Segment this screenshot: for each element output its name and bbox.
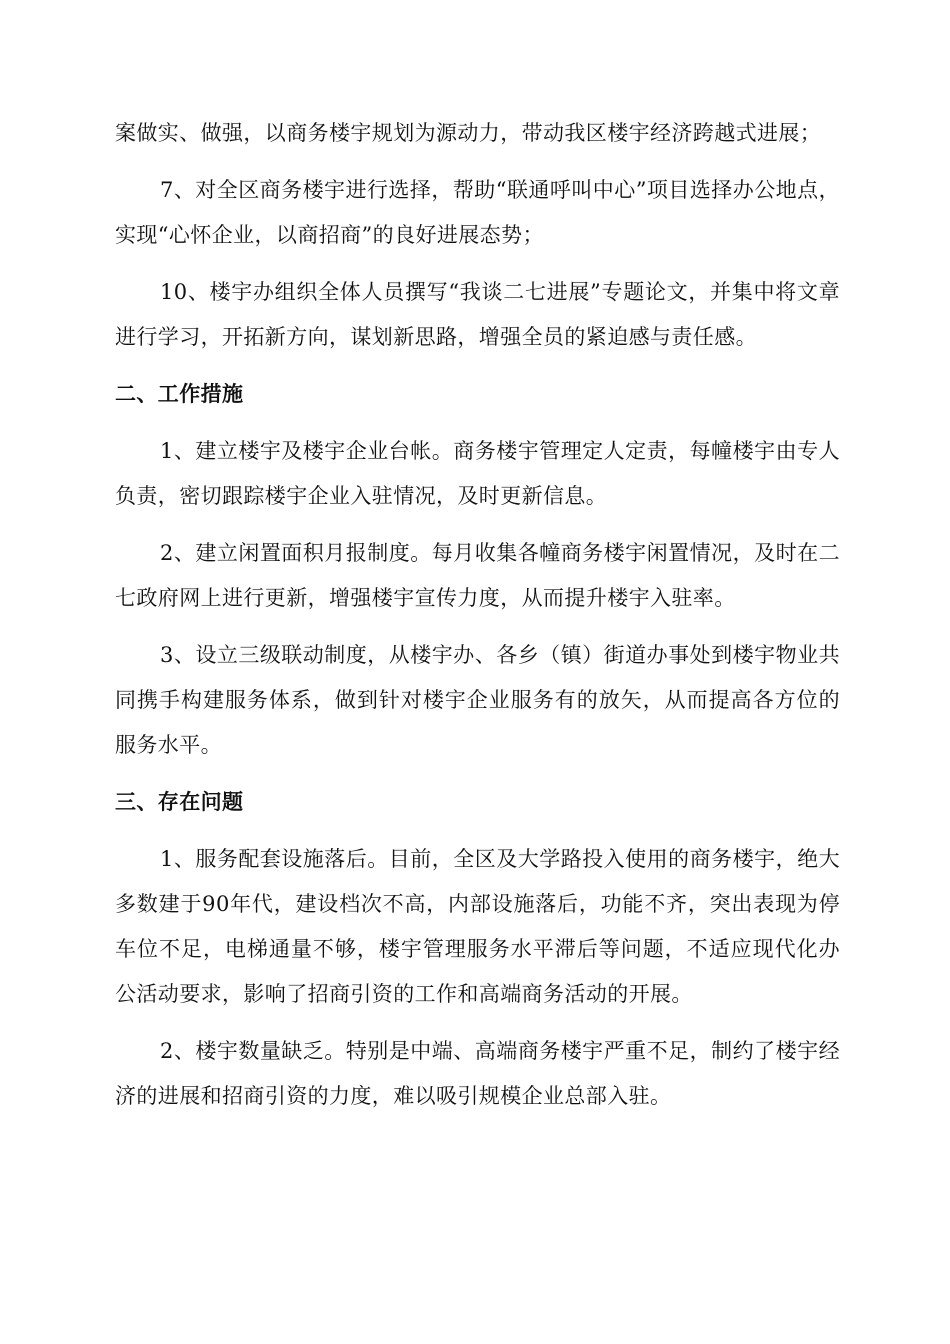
section-heading-work-measures: 二、工作措施 <box>115 382 244 406</box>
problem-item-1: 1、服务配套设施落后。目前，全区及大学路投入使用的商务楼宇，绝大多数建于90年代，建设档次不高，内部设施落后，功能不齐，突出表现为停车位不足，电梯通量不够，楼宇管理服务水平滞后等问题，不适应现代化办公活动要求，影响了招商引资的工作和高端商务活动的开展。 <box>115 847 840 1006</box>
measure-item-1: 1、建立楼宇及楼宇企业台帐。商务楼宇管理定人定责，每幢楼宇由专人负责，密切跟踪楼宇企业入驻情况，及时更新信息。 <box>115 439 840 508</box>
measure-item-2: 2、建立闲置面积月报制度。每月收集各幢商务楼宇闲置情况，及时在二七政府网上进行更新，增强楼宇宣传力度，从而提升楼宇入驻率。 <box>115 541 840 610</box>
problem-item-2: 2、楼宇数量缺乏。特别是中端、高端商务楼宇严重不足，制约了楼宇经济的进展和招商引资的力度，难以吸引规模企业总部入驻。 <box>115 1039 840 1108</box>
section-heading-existing-problems: 三、存在问题 <box>115 790 244 814</box>
paragraph-item-7: 7、对全区商务楼宇进行选择，帮助“联通呼叫中心”项目选择办公地点，实现“心怀企业，以商招商”的良好进展态势； <box>115 178 840 247</box>
paragraph-item-10: 10、楼宇办组织全体人员撰写“我谈二七进展”专题论文，并集中将文章进行学习，开拓新方向，谋划新思路，增强全员的紧迫感与责任感。 <box>115 280 840 349</box>
document-body <box>115 111 840 1131</box>
paragraph-continuation: 案做实、做强，以商务楼宇规划为源动力，带动我区楼宇经济跨越式进展； <box>115 121 822 145</box>
measure-item-3: 3、设立三级联动制度，从楼宇办、各乡（镇）街道办事处到楼宇物业共同携手构建服务体系，做到针对楼宇企业服务有的放矢，从而提高各方位的服务水平。 <box>115 643 840 757</box>
